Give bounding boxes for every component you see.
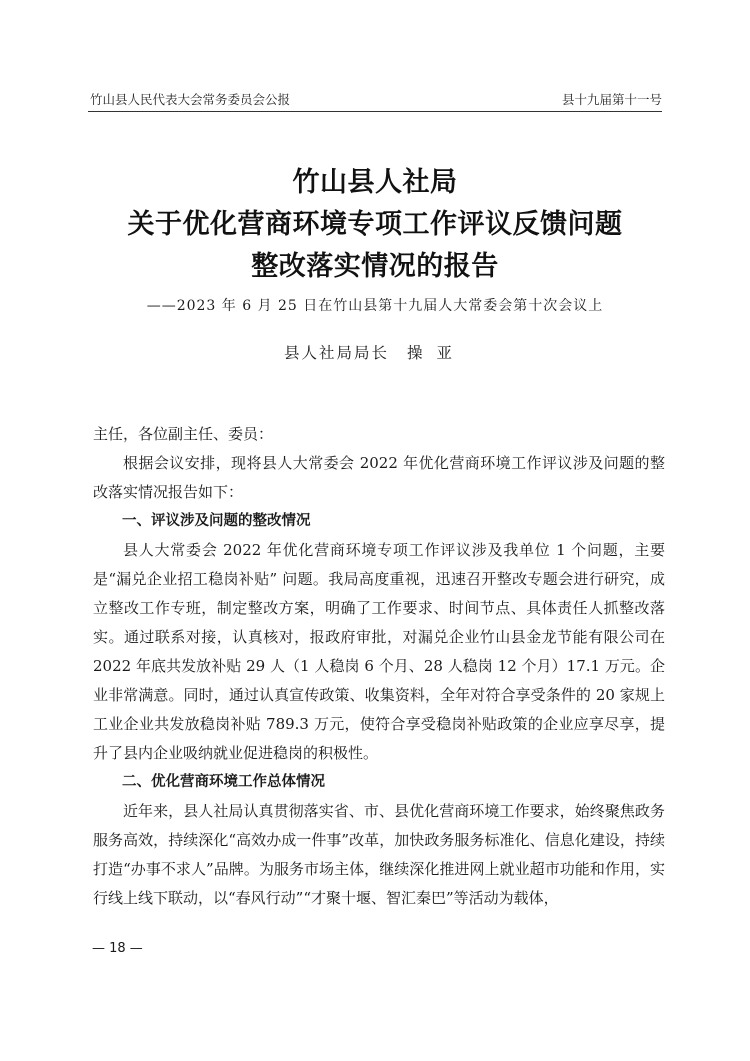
page-header <box>90 90 662 112</box>
page-number: — 18 — <box>92 941 143 956</box>
header-divider <box>88 111 662 112</box>
gazette-name: 竹山县人民代表大会常务委员会公报 <box>90 92 291 107</box>
speaker-name: 操亚 <box>407 344 467 362</box>
section-1-paragraph: 县人大常委会 2022 年优化营商环境专项工作评议涉及我单位 1 个问题，主要是“漏兑企业招工稳岗补贴” 问题。我局高度重视，迅速召开整改专题会进行研究，成立整改工作专班，制定整改方案，明确了工作要求、时间节点、具体责任人抓整改落实。通过联系对接，认真核对，报政府审批，对漏兑企业竹山县金龙节能有限公司在 2022 年底共发放补贴 29 人（1 人稳岗 6 个月、28 人稳岗 12 个月）17.1 万元。企业非常满意。同时，通过认真宣传政策、收集资料，全年对符合享受条件的 20 家规上工业企业共发放稳岗补贴 789.3 万元，使符合享受稳岗补贴政策的企业应享尽享，提升了县内企业吸纳就业促进稳岗的积极性。 <box>93 541 665 762</box>
title-line-1: 竹山县人社局 <box>292 167 458 198</box>
salutation: 主任，各位副主任、委员： <box>93 425 274 443</box>
speaker-role: 县人社局局长 <box>283 344 389 362</box>
subtitle: ——2023 年 6 月 25 日在竹山县第十九届人大常委会第十次会议上 <box>146 298 604 314</box>
title-line-3: 整改落实情况的报告 <box>251 251 499 282</box>
section-2-paragraph: 近年来，县人社局认真贯彻落实省、市、县优化营商环境工作要求，始终聚焦政务服务高效，持续深化“高效办成一件事”改革，加快政务服务标准化、信息化建设，持续打造“办事不求人”品牌。为服务市场主体，继续深化推进网上就业超市功能和作用，实行线上线下联动，以“春风行动”“才聚十堰、智汇秦巴”等活动为载体， <box>93 802 665 907</box>
speaker-line <box>88 341 662 363</box>
issue-number: 县十九届第十一号 <box>561 92 662 107</box>
intro-paragraph: 根据会议安排，现将县人大常委会 2022 年优化营商环境工作评议涉及问题的整改落实情况报告如下： <box>93 454 665 501</box>
section-heading-1: 一、评议涉及问题的整改情况 <box>122 513 311 529</box>
section-heading-2: 二、优化营商环境工作总体情况 <box>122 774 325 790</box>
title-line-2: 关于优化营商环境专项工作评议反馈问题 <box>127 209 623 240</box>
report-body <box>93 420 665 913</box>
